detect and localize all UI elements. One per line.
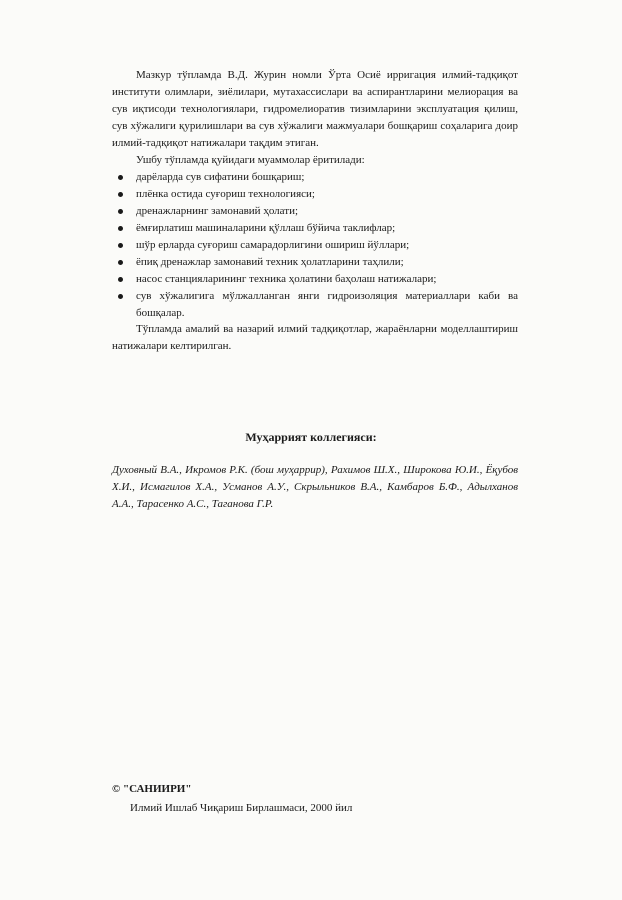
- copyright-line: © "САНИИРИ": [112, 783, 192, 795]
- list-item: шўр ерларда суғориш самарадорлигини ошириш йўллари;: [112, 237, 518, 254]
- bullet-icon: [118, 175, 123, 180]
- intro-paragraph: Мазкур тўпламда В.Д. Журин номли Ўрта Осиё ирригация илмий-тадқиқот институти олимлари, зиёлилари, мутахассислари ва аспирантларини мелиорация ва сув иқтисоди технологиялари, гидромелиоратив тизимларини эксплуатация қилиш, сув хўжалиги қурилишлари ва сув хўжалиги мажмуалари бошқариш соҳаларига доир илмий-тадқиқот натижалари тақдим этиган.: [112, 69, 518, 149]
- bullet-icon: [118, 226, 123, 231]
- bullet-icon: [118, 277, 123, 282]
- bullet-icon: [118, 192, 123, 197]
- list-item: дарёларда сув сифатини бошқариш;: [112, 169, 518, 186]
- list-item: ёпиқ дренажлар замонавий техник ҳолатларини таҳлили;: [112, 254, 518, 271]
- publisher-line: Илмий Ишлаб Чиқариш Бирлашмаси, 2000 йил: [130, 802, 353, 814]
- list-item: насос станцияларининг техника ҳолатини баҳолаш натижалари;: [112, 271, 518, 288]
- bullet-icon: [118, 209, 123, 214]
- list-item: сув хўжалигига мўлжалланган янги гидроизоляция материаллари каби ва бошқалар.: [112, 288, 518, 322]
- list-item: ёмғирлатиш машиналарини қўллаш бўйича таклифлар;: [112, 220, 518, 237]
- editorial-board-title: Муҳаррият коллегияси:: [245, 430, 377, 444]
- closing-paragraph: Тўпламда амалий ва назарий илмий тадқиқотлар, жараёнларни моделлаштириш натижалари келтирилган.: [112, 323, 518, 352]
- list-item: плёнка остида суғориш технологияси;: [112, 186, 518, 203]
- bullet-icon: [118, 260, 123, 265]
- bullet-icon: [118, 243, 123, 248]
- editorial-board-members: Духовный В.А., Икромов Р.К. (бош муҳаррир), Рахимов Ш.Х., Широкова Ю.И., Ёқубов Х.И., Исмагилов Х.А., Усманов А.У., Скрыльников В.А., Камбаров Б.Ф., Адылханов А.А., Тарасенко А.С., Таганова Г.Р.: [112, 464, 518, 510]
- list-item: дренажларнинг замонавий ҳолати;: [112, 203, 518, 220]
- bullet-icon: [118, 294, 123, 299]
- problems-list: [112, 169, 518, 322]
- problems-lead: Ушбу тўпламда қуйидаги муаммолар ёритилади:: [136, 154, 365, 166]
